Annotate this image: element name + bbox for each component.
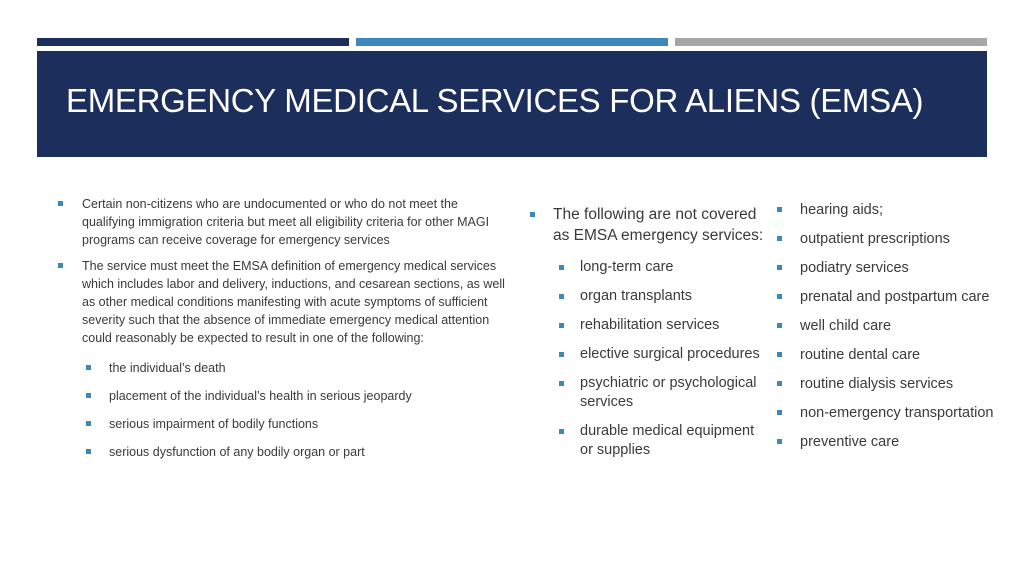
list-item: [773, 288, 1003, 307]
list-item: [523, 422, 768, 460]
list-item: [82, 387, 505, 405]
consequence-sub-list: [82, 359, 505, 461]
accent-bar-navy: [37, 38, 349, 46]
item-text: psychiatric or psychological services: [580, 375, 757, 410]
square-bullet-icon: [86, 421, 91, 426]
list-item: [773, 404, 1003, 423]
square-bullet-icon: [559, 429, 564, 434]
item-text: well child care: [800, 318, 892, 334]
square-bullet-icon: [58, 263, 63, 268]
list-item: [773, 317, 1003, 336]
square-bullet-icon: [777, 410, 782, 415]
accent-bar-gray: [675, 38, 987, 46]
square-bullet-icon: [777, 207, 782, 212]
right-column: [773, 201, 1003, 462]
square-bullet-icon: [559, 323, 564, 328]
sub-bullet-text: serious impairment of bodily functions: [109, 417, 319, 431]
accent-bar-blue: [356, 38, 668, 46]
square-bullet-icon: [559, 294, 564, 299]
list-item: [773, 201, 1003, 220]
square-bullet-icon: [58, 201, 63, 206]
list-item: [82, 359, 505, 377]
square-bullet-icon: [86, 449, 91, 454]
middle-column: [523, 204, 768, 470]
square-bullet-icon: [86, 365, 91, 370]
sub-bullet-text: serious dysfunction of any bodily organ or part: [109, 445, 365, 459]
item-text: routine dental care: [800, 347, 921, 363]
not-covered-items-continued: [773, 201, 1003, 452]
item-text: long-term care: [580, 259, 674, 275]
item-text: non-emergency transportation: [800, 405, 994, 421]
list-item: [523, 287, 768, 306]
sub-bullet-text: the individual’s death: [109, 361, 226, 375]
bullet-text: The service must meet the EMSA definition of emergency medical services which includes labor and delivery, inductions, and cesarean sections, as well as other medical conditions manifesting with acute symptoms of sufficient severity such that the absence of immediate emergency medical attention could reasonably be expected to result in one of the following:: [82, 259, 505, 345]
square-bullet-icon: [777, 323, 782, 328]
title-banner: [37, 51, 987, 157]
square-bullet-icon: [530, 212, 535, 217]
item-text: elective surgical procedures: [580, 346, 760, 362]
square-bullet-icon: [777, 381, 782, 386]
item-text: rehabilitation services: [580, 317, 720, 333]
list-item: [523, 374, 768, 412]
square-bullet-icon: [777, 439, 782, 444]
left-bullet-list: [55, 195, 505, 461]
list-item: [773, 433, 1003, 452]
item-text: podiatry services: [800, 260, 909, 276]
lead-text: The following are not covered as EMSA emergency services:: [553, 206, 764, 244]
left-column: [55, 195, 505, 471]
square-bullet-icon: [86, 393, 91, 398]
item-text: durable medical equipment or supplies: [580, 423, 755, 458]
list-item: [523, 258, 768, 277]
list-item: [523, 204, 768, 246]
list-item: [773, 346, 1003, 365]
not-covered-items: [523, 258, 768, 460]
list-item: [82, 415, 505, 433]
list-item: [523, 345, 768, 364]
list-item: [773, 230, 1003, 249]
square-bullet-icon: [777, 236, 782, 241]
item-text: organ transplants: [580, 288, 693, 304]
list-item: [773, 375, 1003, 394]
item-text: preventive care: [800, 434, 900, 450]
square-bullet-icon: [777, 294, 782, 299]
slide-title: EMERGENCY MEDICAL SERVICES FOR ALIENS (EMSA): [66, 82, 924, 119]
sub-bullet-text: placement of the individual’s health in serious jeopardy: [109, 389, 412, 403]
item-text: prenatal and postpartum care: [800, 289, 990, 305]
square-bullet-icon: [777, 265, 782, 270]
list-item: [55, 257, 505, 461]
item-text: routine dialysis services: [800, 376, 954, 392]
not-covered-list: [523, 204, 768, 246]
square-bullet-icon: [777, 352, 782, 357]
list-item: [55, 195, 505, 249]
item-text: hearing aids;: [800, 202, 884, 218]
list-item: [773, 259, 1003, 278]
square-bullet-icon: [559, 381, 564, 386]
list-item: [523, 316, 768, 335]
bullet-text: Certain non-citizens who are undocumented or who do not meet the qualifying immigration criteria but meet all eligibility criteria for other MAGI programs can receive coverage for emergency services: [82, 197, 490, 247]
square-bullet-icon: [559, 265, 564, 270]
list-item: [82, 443, 505, 461]
item-text: outpatient prescriptions: [800, 231, 950, 247]
square-bullet-icon: [559, 352, 564, 357]
